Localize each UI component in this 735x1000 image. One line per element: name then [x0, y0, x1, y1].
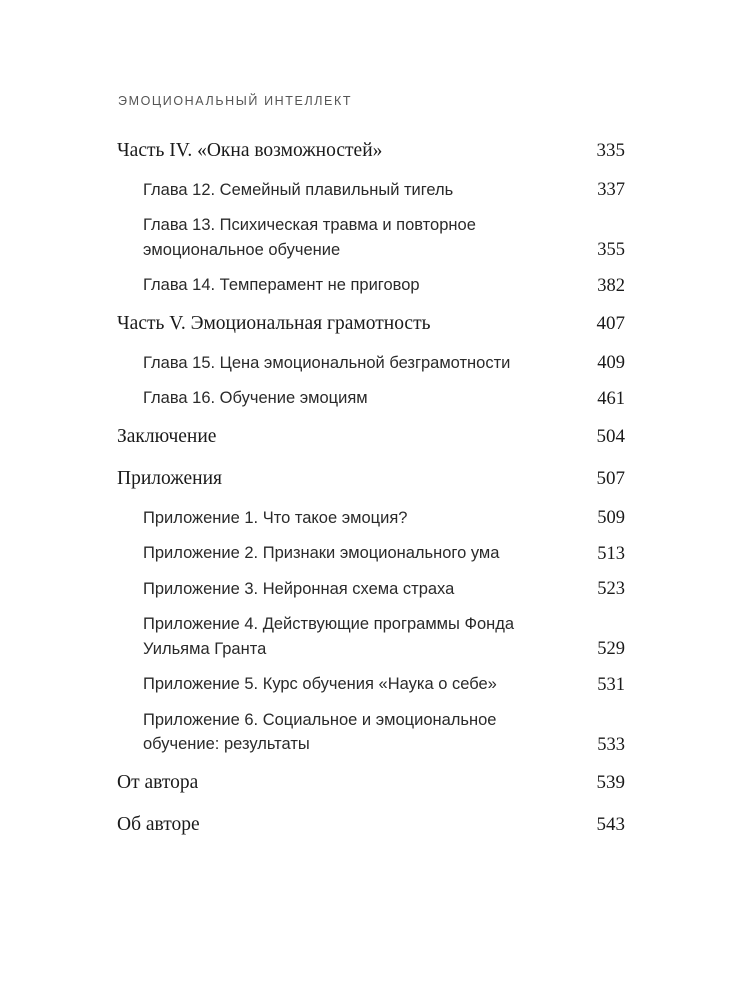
toc-entry-title: Об авторе: [117, 814, 200, 835]
toc-entry-page: 355: [597, 240, 625, 260]
toc-chapter-entry[interactable]: [117, 381, 625, 417]
toc-entry-page: 382: [597, 275, 625, 296]
toc-chapter-entry[interactable]: [117, 536, 625, 572]
toc-entry-title: Часть V. Эмоциональная грамотность: [117, 313, 431, 334]
toc-entry-page: 529: [597, 639, 625, 659]
toc-chapter-entry[interactable]: [117, 500, 625, 536]
toc-entry-title: Часть IV. «Окна возможностей»: [117, 140, 383, 161]
toc-entry-title: Глава 14. Темперамент не приговор: [143, 276, 420, 294]
table-of-contents: [117, 138, 625, 846]
toc-entry-page: 539: [596, 772, 625, 793]
toc-entry-page: 409: [597, 353, 625, 373]
toc-part-entry[interactable]: [117, 416, 625, 458]
toc-entry-page: 523: [597, 579, 625, 599]
toc-entry-title: Глава 16. Обучение эмоциям: [143, 389, 368, 407]
toc-entry-title: Глава 12. Семейный плавильный тигель: [143, 180, 454, 199]
toc-entry-page: 543: [596, 814, 625, 835]
toc-entry-title: Приложение 4. Действующие программы Фонда Уильяма Гранта: [143, 615, 515, 658]
toc-chapter-entry[interactable]: [117, 667, 625, 703]
toc-part-entry[interactable]: [117, 458, 625, 500]
toc-entry-page: 531: [597, 674, 625, 695]
toc-chapter-entry[interactable]: [117, 172, 625, 208]
toc-entry-page: 504: [596, 426, 625, 447]
toc-entry-title: Приложения: [117, 468, 222, 489]
toc-entry-page: 509: [597, 508, 625, 528]
toc-entry-title: Приложение 5. Курс обучения «Наука о себе»: [143, 675, 497, 693]
toc-entry-title: От автора: [117, 772, 199, 793]
toc-chapter-entry[interactable]: [117, 345, 625, 381]
toc-entry-page: 337: [597, 180, 625, 200]
toc-entry-page: 461: [597, 388, 625, 409]
toc-chapter-entry[interactable]: [117, 268, 625, 304]
toc-entry-page: 407: [596, 313, 625, 334]
toc-part-entry[interactable]: [117, 804, 625, 846]
running-head: ЭМОЦИОНАЛЬНЫЙ ИНТЕЛЛЕКТ: [118, 94, 353, 108]
toc-entry-title: Глава 13. Психическая травма и повторное эмоциональное обучение: [143, 216, 476, 259]
toc-entry-page: 513: [597, 543, 625, 564]
toc-part-entry[interactable]: [117, 762, 625, 804]
toc-chapter-entry[interactable]: [117, 208, 625, 268]
toc-part-entry[interactable]: [117, 303, 625, 345]
toc-entry-page: 507: [596, 468, 625, 489]
toc-entry-title: Приложение 6. Социальное и эмоциональное обучение: результаты: [143, 710, 497, 753]
toc-entry-page: 533: [597, 734, 625, 755]
toc-entry-title: Приложение 2. Признаки эмоционального ума: [143, 544, 500, 562]
toc-entry-title: Приложение 3. Нейронная схема страха: [143, 579, 455, 598]
toc-chapter-entry[interactable]: [117, 571, 625, 607]
toc-chapter-entry[interactable]: [117, 607, 625, 667]
toc-chapter-entry[interactable]: [117, 702, 625, 762]
toc-entry-title: Глава 15. Цена эмоциональной безграмотности: [143, 353, 511, 372]
toc-entry-title: Приложение 1. Что такое эмоция?: [143, 508, 408, 527]
toc-entry-page: 335: [596, 140, 625, 161]
toc-part-entry[interactable]: [117, 138, 625, 172]
toc-entry-title: Заключение: [117, 426, 217, 447]
